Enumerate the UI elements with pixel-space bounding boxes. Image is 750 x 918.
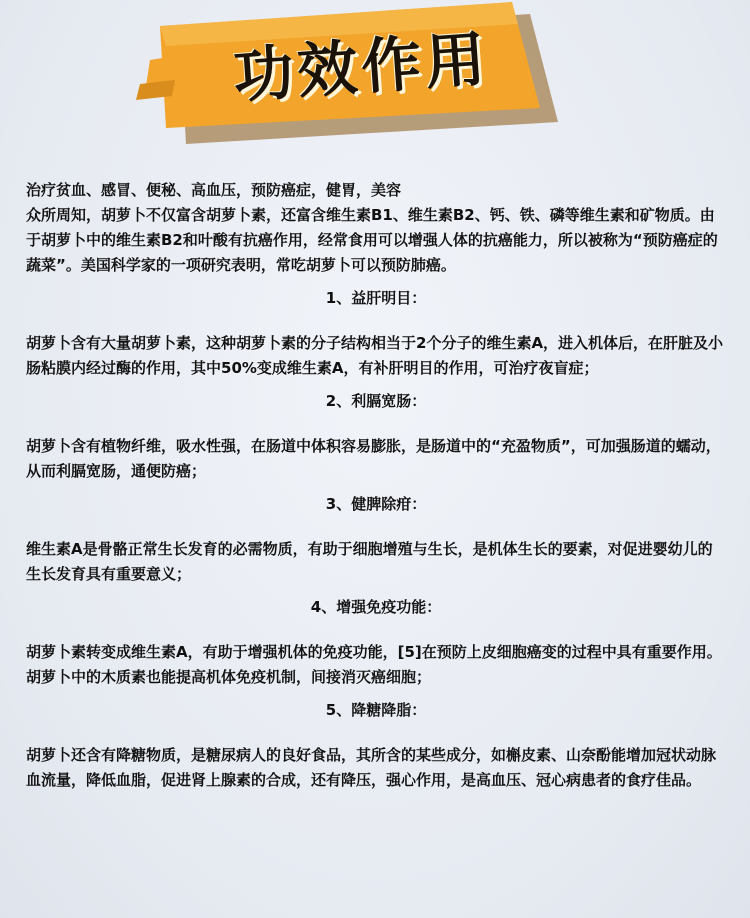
- section-text: 胡萝卜还含有降糖物质，是糖尿病人的良好食品，其所含的某些成分，如槲皮素、山奈酚能增加冠状动脉血流量，降低血脂，促进肾上腺素的合成，还有降压，强心作用，是高血压、冠心病患者的食疗佳品。: [26, 746, 717, 789]
- section-heading: 1、益肝明目：: [325, 289, 427, 307]
- article-body: [26, 178, 726, 793]
- section-text: 胡萝卜含有大量胡萝卜素，这种胡萝卜素的分子结构相当于2个分子的维生素A，进入机体后，在肝脏及小肠粘膜内经过酶的作用，其中50%变成维生素A，有补肝明目的作用，可治疗夜盲症；: [26, 334, 724, 377]
- page-title: 功效作用: [231, 24, 492, 112]
- section-text: 胡萝卜素转变成维生素A，有助于增强机体的免疫功能，[5]在预防上皮细胞癌变的过程中具有重要作用。胡萝卜中的木质素也能提高机体免疫机制，间接消灭癌细胞；: [26, 643, 722, 686]
- section-text: 维生素A是骨骼正常生长发育的必需物质，有助于细胞增殖与生长，是机体生长的要素，对促进婴幼儿的生长发育具有重要意义；: [26, 540, 713, 583]
- section-text: 胡萝卜含有植物纤维，吸水性强，在肠道中体积容易膨胀，是肠道中的“充盈物质”，可加强肠道的蠕动，从而利膈宽肠，通便防癌；: [26, 437, 721, 480]
- section-heading: 4、增强免疫功能：: [310, 598, 442, 616]
- intro-paragraph: 众所周知，胡萝卜不仅富含胡萝卜素，还富含维生素B1、维生素B2、钙、铁、磷等维生素和矿物质。由于胡萝卜中的维生素B2和叶酸有抗癌作用，经常食用可以增强人体的抗癌能力，所以被称为“预防癌症的蔬菜”。美国科学家的一项研究表明，常吃胡萝卜可以预防肺癌。: [26, 206, 718, 274]
- section-heading: 3、健脾除疳：: [325, 495, 427, 513]
- section-heading: 2、利膈宽肠：: [325, 392, 427, 410]
- section-heading: 5、降糖降脂：: [325, 701, 427, 719]
- title-banner: [0, 0, 750, 170]
- intro-summary: 治疗贫血、感冒、便秘、高血压，预防癌症，健胃，美容: [26, 181, 402, 199]
